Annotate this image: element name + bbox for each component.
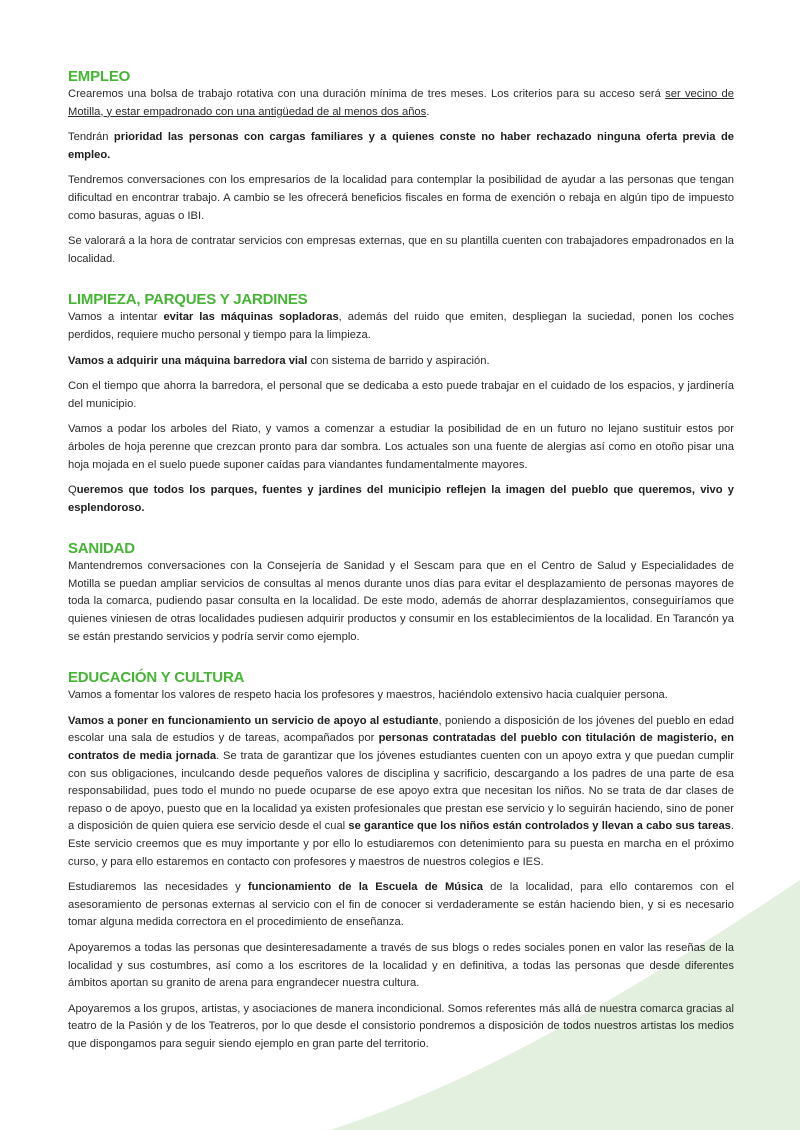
- section-empleo: [68, 68, 734, 268]
- paragraph: [68, 1001, 734, 1054]
- text-run: Apoyaremos a los grupos, artistas, y asociaciones de manera incondicional. Somos referentes más allá de nuestra comarca gracias al teatro de la Pasión y de los Teatreros, por lo que desde el consistorio pondremos a disposición de todos nuestros artistas los medios que dispongamos para seguir siendo ejemplo en gran parte del territorio.: [68, 1002, 734, 1050]
- section-heading: EMPLEO: [68, 68, 131, 85]
- paragraph: [68, 353, 734, 371]
- text-run: Vamos a podar los arboles del Riato, y vamos a comenzar a estudiar la posibilidad de en un futuro no lejano sustituir estos por árboles de hoja perenne que crezcan pronto para dar sombra. Los actuales son una fuente de alergias así como en otoño pisar una hoja mojada en el suelo puede suponer caídas para viandantes fundamentalmente mayores.: [68, 423, 734, 471]
- text-run: , poniendo a disposición de los jóvenes del pueblo en edad escolar una sala de estudios y de tareas, acompañados por: [68, 714, 734, 745]
- bold-text: funcionamiento de la Escuela de Música: [247, 881, 483, 894]
- text-run: de la localidad, para ello contaremos con el asesoramiento de personas externas al servicio con el fin de conocer si verdaderamente se están haciendo bien, y si es necesario tomar alguna medida correctora en el procedimiento de enseñanza.: [68, 881, 734, 929]
- paragraph: [68, 86, 734, 121]
- bold-text: personas contratadas del pueblo con titulación de magisterio, en contratos de media jornada: [68, 732, 735, 763]
- paragraph: [68, 558, 734, 646]
- text-run: Estudiaremos las necesidades y: [68, 881, 248, 894]
- section-heading: EDUCACIÓN Y CULTURA: [68, 669, 245, 687]
- paragraph: [68, 940, 734, 993]
- bold-text: ueremos que todos los parques, fuentes y jardines del municipio reflejen la imagen del pueblo que queremos, vivo y esplendoroso.: [68, 484, 734, 514]
- paragraph: [68, 233, 734, 268]
- text-run: Apoyaremos a todas las personas que desinteresadamente a través de sus blogs o redes sociales ponen en valor las reseñas de la localidad y sus costumbres, así como a los escritores de la localidad y en definitiva, a todas las personas que desde diferentes ámbitos aportan su granito de arena para engrandecer nuestra cultura.: [68, 941, 734, 990]
- section-sanidad: [68, 540, 734, 646]
- bold-text: Vamos a poner en funcionamiento un servicio de apoyo al estudiante: [68, 714, 439, 727]
- text-run: Vamos a fomentar los valores de respeto hacia los profesores y maestros, haciéndolo extensivo hacia cualquier persona.: [68, 689, 668, 702]
- text-run: Crearemos una bolsa de trabajo rotativa con una duración mínima de tres meses. Los criterios para su acceso será: [68, 88, 666, 100]
- section-heading: SANIDAD: [68, 540, 135, 558]
- section-heading: LIMPIEZA, PARQUES Y JARDINES: [68, 291, 308, 309]
- underlined-text: ser vecino de Motilla, y estar empadronado con una antigüedad de al menos dos años: [68, 88, 734, 118]
- paragraph: [68, 713, 734, 871]
- text-run: . Se trata de garantizar que los jóvenes estudiantes cuenten con un apoyo extra y que puedan cumplir con sus obligaciones, inculcando desde pequeños valores de disciplina y sacrificio, descargando a los padres de una parte de esa responsabilidad, pues todo el mundo no puede ocuparse de ese apoyo extra que necesitan los niños. No se trata de dar clases de repaso o de apoyo, puesto que en la localidad ya existen profesionales que prestan ese servicio y lo seguirán haciendo, sino de poner a disposición de quien quiera ese servicio desde el cual: [68, 750, 734, 833]
- text-run: , además del ruido que emiten, despliegan la suciedad, ponen los coches perdidos, requiere mucho personal y tiempo para la limpieza.: [68, 311, 734, 341]
- paragraph: [68, 482, 734, 517]
- bold-text: se garantice que los niños están controlados y llevan a cabo sus tareas: [348, 820, 731, 833]
- text-run: .: [426, 105, 430, 118]
- text-run: Se valorará a la hora de contratar servicios con empresas externas, que en su plantilla cuenten con trabajadores empadronados en la localidad.: [68, 235, 734, 265]
- section-limpieza-parques-y-jardines: [68, 291, 734, 517]
- paragraph: [68, 129, 734, 164]
- text-run: . Este servicio creemos que es muy importante y por ello lo estudiaremos con detenimiento para su puesta en marcha en el próximo curso, y para ello estaremos en contacto con profesores y maestros de nuestros colegios e IES.: [68, 820, 734, 868]
- paragraph: [68, 309, 734, 344]
- paragraph: [68, 172, 734, 225]
- paragraph: [68, 879, 734, 932]
- paragraph: [68, 378, 734, 413]
- section-educación-y-cultura: [68, 669, 734, 1053]
- text-run: Vamos a intentar: [68, 311, 164, 324]
- text-run: Tendrán: [68, 131, 114, 144]
- bold-text: evitar las máquinas sopladoras: [163, 311, 339, 324]
- bold-text: prioridad las personas con cargas familiares y a quienes conste no haber rechazado ninguna oferta previa de empleo.: [68, 131, 734, 161]
- document-page: [68, 68, 734, 1077]
- text-run: Tendremos conversaciones con los empresarios de la localidad para contemplar la posibilidad de ayudar a las personas que tengan dificultad en encontrar trabajo. A cambio se les ofrecerá beneficios fiscales en forma de exención o rebaja en algún tipo de impuesto como basuras, aguas o IBI.: [68, 174, 734, 222]
- bold-text: Vamos a adquirir una máquina barredora vial: [68, 354, 308, 367]
- text-run: Q: [68, 484, 77, 497]
- text-run: con sistema de barrido y aspiración.: [307, 354, 490, 367]
- text-run: Con el tiempo que ahorra la barredora, el personal que se dedicaba a esto puede trabajar en el cuidado de los espacios, y jardinería del municipio.: [68, 380, 734, 410]
- text-run: Mantendremos conversaciones con la Consejería de Sanidad y el Sescam para que en el Centro de Salud y Especialidades de Motilla se puedan ampliar servicios de consultas al menos durante unos días para evitar el desplazamiento de personas mayores de toda la comarca, pudiendo pasar consulta en la localidad. De este modo, además de ahorrar desplazamientos, conseguiríamos que quienes viniesen de otras localidades pudiesen adquirir productos y consumir en los establecimientos de la localidad. En Tarancón ya se están prestando servicios y podría servir como ejemplo.: [68, 560, 734, 643]
- paragraph: [68, 687, 734, 705]
- paragraph: [68, 421, 734, 474]
